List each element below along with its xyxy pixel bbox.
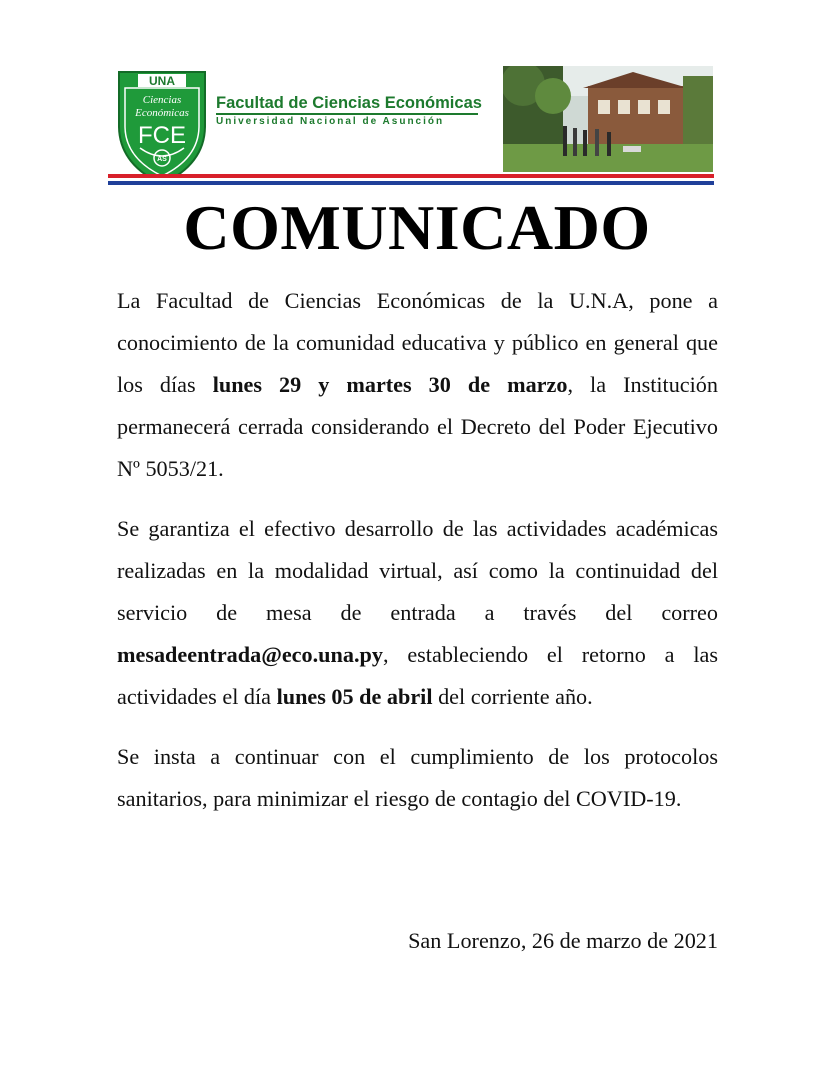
announcement-body (117, 280, 718, 838)
paraguay-flag-stripe (108, 174, 714, 185)
faculty-title-block (216, 94, 481, 128)
shield-top-label: UNA (149, 74, 175, 88)
paragraph-2-text-e: del corriente año. (432, 684, 593, 709)
university-name: Universidad Nacional de Asunción (216, 116, 445, 127)
flag-blue-stripe (108, 181, 714, 185)
campus-photo (503, 66, 713, 172)
document-title: COMUNICADO (183, 192, 651, 263)
paragraph-1-text-a: La Facultad de Ciencias Económicas de la U.N.A, pone a conocimiento de la comunidad educativa y público en general que los días (117, 288, 718, 397)
faculty-rule (216, 113, 478, 115)
paragraph-2-text-a: Se garantiza el efectivo desarrollo de las actividades académicas realizadas en la modalidad virtual, así como la continuidad del servicio de mesa de entrada a través del correo (117, 516, 718, 625)
contact-email: mesadeentrada@eco.una.py (117, 642, 383, 667)
closure-dates: lunes 29 y martes 30 de marzo (212, 372, 568, 397)
paragraph-2-text-c: , estableciendo el retorno a las actividades el día (117, 642, 718, 709)
shield-emblem-text: AS (157, 156, 167, 163)
paragraph-3: Se insta a continuar con el cumplimiento de los protocolos sanitarios, para minimizar el riesgo de contagio del COVID-19. (117, 744, 718, 811)
faculty-name: Facultad de Ciencias Económicas (216, 94, 482, 112)
shield-line2: Económicas (135, 107, 189, 119)
paragraph-1-text-c: , la Institución permanecerá cerrada considerando el Decreto del Poder Ejecutivo Nº 5053/21. (117, 372, 718, 481)
place-and-date: San Lorenzo, 26 de marzo de 2021 (408, 928, 718, 953)
paragraph-2 (117, 508, 718, 718)
fce-shield-logo (116, 68, 208, 186)
shield-acronym: FCE (138, 122, 186, 149)
return-date: lunes 05 de abril (276, 684, 433, 709)
shield-line1: Ciencias (142, 94, 182, 106)
paragraph-1 (117, 280, 718, 490)
letterhead (108, 66, 714, 188)
